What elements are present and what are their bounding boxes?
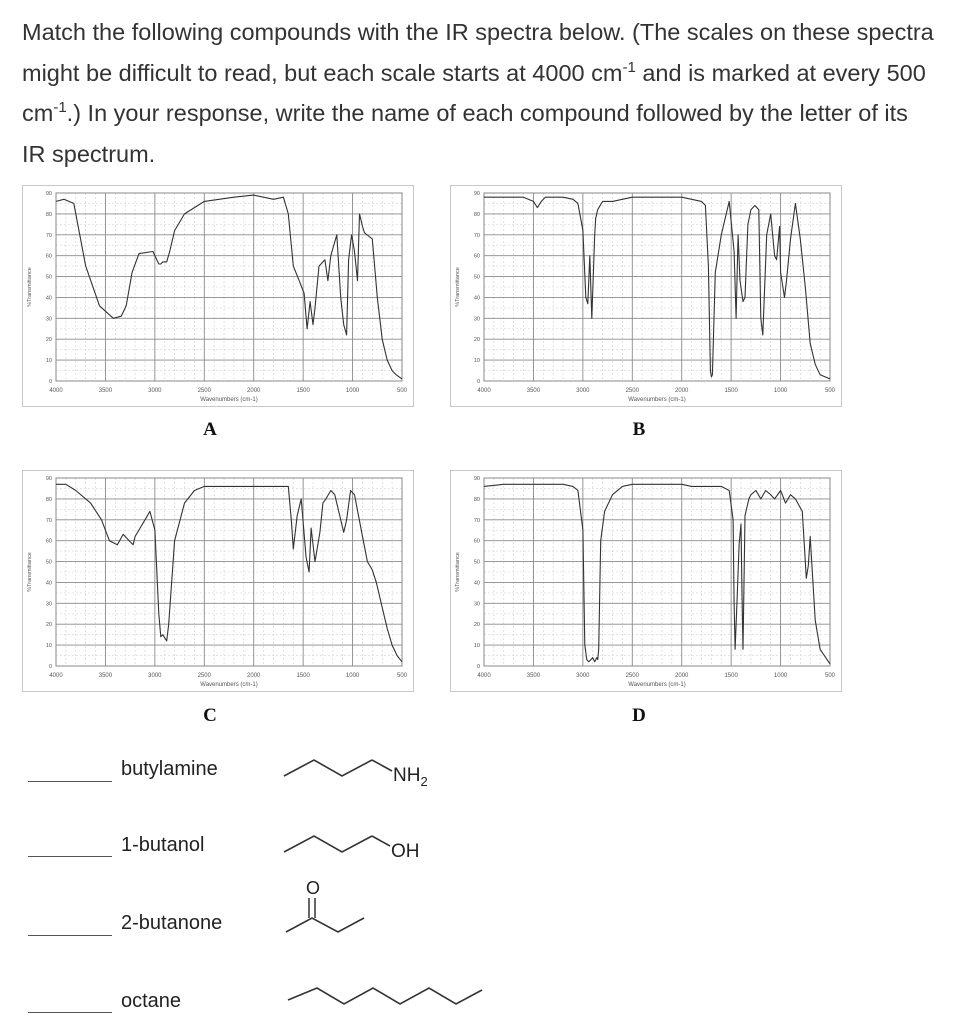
spectrum-a: [22, 185, 414, 407]
compound-row-2-butanone: [0, 878, 953, 934]
x-tick-label: 500: [396, 388, 408, 394]
butylamine-structure: [280, 750, 450, 800]
y-tick-label: 50: [45, 274, 52, 281]
x-tick-label: 1500: [724, 673, 738, 679]
y-tick-label: 80: [45, 496, 52, 503]
spectrum-plot: [22, 185, 414, 407]
compound-name-butylamine: butylamine: [121, 758, 218, 780]
x-tick-label: 2500: [625, 673, 639, 679]
y-tick-label: 40: [45, 295, 52, 302]
x-tick-label: 2000: [675, 388, 689, 394]
y-tick-label: 60: [45, 538, 52, 545]
x-tick-label: 1000: [773, 673, 788, 679]
spectrum-plot: [450, 185, 842, 407]
y-tick-label: 40: [473, 295, 480, 302]
spectrum-d: [450, 470, 842, 692]
y-tick-label: 0: [48, 664, 52, 670]
y-tick-label: 10: [45, 643, 52, 650]
y-tick-label: 50: [473, 559, 480, 566]
x-tick-label: 500: [824, 388, 836, 394]
y-tick-label: 0: [476, 379, 480, 385]
x-tick-label: 4000: [49, 388, 63, 394]
2-butanone-structure: [280, 878, 400, 938]
x-tick-label: 3500: [98, 673, 113, 679]
spectrum-b-letter: B: [632, 419, 646, 440]
x-tick-label: 4000: [477, 388, 491, 394]
y-tick-label: 40: [45, 580, 52, 587]
octane-structure: [280, 980, 490, 1020]
x-tick-label: 3000: [576, 673, 590, 679]
x-tick-label: 1500: [296, 673, 310, 679]
spectrum-c: [22, 470, 414, 692]
compound-row-butylamine: [0, 750, 953, 800]
x-tick-label: 500: [396, 673, 408, 679]
y-tick-label: 80: [473, 211, 480, 218]
y-tick-label: 80: [45, 211, 52, 218]
y-axis-label: %Transmittance: [455, 552, 461, 592]
spectrum-b: [450, 185, 842, 407]
y-tick-label: 70: [45, 517, 52, 524]
y-tick-label: 20: [473, 622, 480, 629]
compound-name-2-butanone: 2-butanone: [121, 912, 223, 934]
y-tick-label: 10: [473, 643, 480, 650]
y-tick-label: 60: [473, 253, 480, 260]
y-tick-label: 60: [473, 538, 480, 545]
x-tick-label: 3000: [148, 673, 162, 679]
answer-blank-octane[interactable]: [28, 1012, 112, 1013]
y-tick-label: 10: [45, 358, 52, 365]
x-tick-label: 3000: [148, 388, 162, 394]
y-axis-label: %Transmittance: [27, 552, 33, 592]
x-tick-label: 2500: [625, 388, 639, 394]
y-tick-label: 50: [473, 274, 480, 281]
x-tick-label: 2000: [247, 673, 261, 679]
hydroxyl-group-label: OH: [391, 841, 420, 862]
y-tick-label: 20: [45, 337, 52, 344]
y-tick-label: 0: [476, 664, 480, 670]
x-axis-label: Wavenumbers (cm-1): [200, 397, 258, 403]
x-tick-label: 1000: [345, 388, 360, 394]
x-tick-label: 2500: [197, 673, 211, 679]
spectrum-plot: [450, 470, 842, 692]
y-tick-label: 10: [473, 358, 480, 365]
1-butanol-structure: [280, 826, 450, 876]
x-axis-label: Wavenumbers (cm-1): [628, 682, 686, 688]
x-tick-label: 1000: [345, 673, 360, 679]
x-tick-label: 3500: [98, 388, 113, 394]
answer-blank-1-butanol[interactable]: [28, 856, 112, 857]
y-tick-label: 30: [45, 316, 52, 323]
answer-blank-2-butanone[interactable]: [28, 935, 112, 936]
x-tick-label: 3500: [526, 673, 541, 679]
x-tick-label: 1500: [296, 388, 310, 394]
x-tick-label: 1500: [724, 388, 738, 394]
y-tick-label: 40: [473, 580, 480, 587]
compound-row-1-butanol: [0, 826, 953, 876]
spectrum-c-letter: C: [203, 705, 217, 726]
x-tick-label: 1000: [773, 388, 788, 394]
x-tick-label: 4000: [49, 673, 63, 679]
carbonyl-oxygen-label: O: [306, 878, 321, 898]
spectrum-plot: [22, 470, 414, 692]
compound-name-octane: octane: [121, 990, 182, 1012]
spectrum-a-letter: A: [203, 419, 217, 440]
x-tick-label: 2000: [675, 673, 689, 679]
y-tick-label: 30: [473, 601, 480, 608]
y-tick-label: 60: [45, 253, 52, 260]
x-axis-label: Wavenumbers (cm-1): [200, 682, 258, 688]
compound-row-octane: [0, 980, 953, 1030]
spectrum-d-letter: D: [632, 705, 646, 726]
y-tick-label: 30: [473, 316, 480, 323]
x-tick-label: 2000: [247, 388, 261, 394]
y-tick-label: 90: [45, 191, 52, 197]
x-tick-label: 4000: [477, 673, 491, 679]
y-axis-label: %Transmittance: [455, 267, 461, 307]
x-tick-label: 500: [824, 673, 836, 679]
amine-group-label: NH: [393, 765, 421, 786]
x-tick-label: 2500: [197, 388, 211, 394]
y-tick-label: 20: [45, 622, 52, 629]
y-tick-label: 70: [473, 232, 480, 239]
y-tick-label: 50: [45, 559, 52, 566]
y-tick-label: 80: [473, 496, 480, 503]
y-tick-label: 70: [45, 232, 52, 239]
y-tick-label: 90: [473, 476, 480, 482]
y-tick-label: 20: [473, 337, 480, 344]
svg-text:NH2: $NH_2$: [393, 765, 428, 789]
y-tick-label: 90: [473, 191, 480, 197]
y-tick-label: 90: [45, 476, 52, 482]
x-axis-label: Wavenumbers (cm-1): [628, 397, 686, 403]
question-text: Match the following compounds with the IR spectra below. (The scales on these spectra might be difficult to read, but each scale starts at 4000 $cm^{-1}$ and is marked at every 500 $cm^{-1}$.) In your response, write the name of each compound followed by the letter of its IR spectrum.: [22, 19, 934, 167]
x-tick-label: 3500: [526, 388, 541, 394]
answer-blank-butylamine[interactable]: [28, 781, 112, 782]
y-tick-label: 30: [45, 601, 52, 608]
y-axis-label: %Transmittance: [27, 267, 33, 307]
x-tick-label: 3000: [576, 388, 590, 394]
compound-name-1-butanol: 1-butanol: [121, 834, 205, 856]
y-tick-label: 70: [473, 517, 480, 524]
y-tick-label: 0: [48, 379, 52, 385]
